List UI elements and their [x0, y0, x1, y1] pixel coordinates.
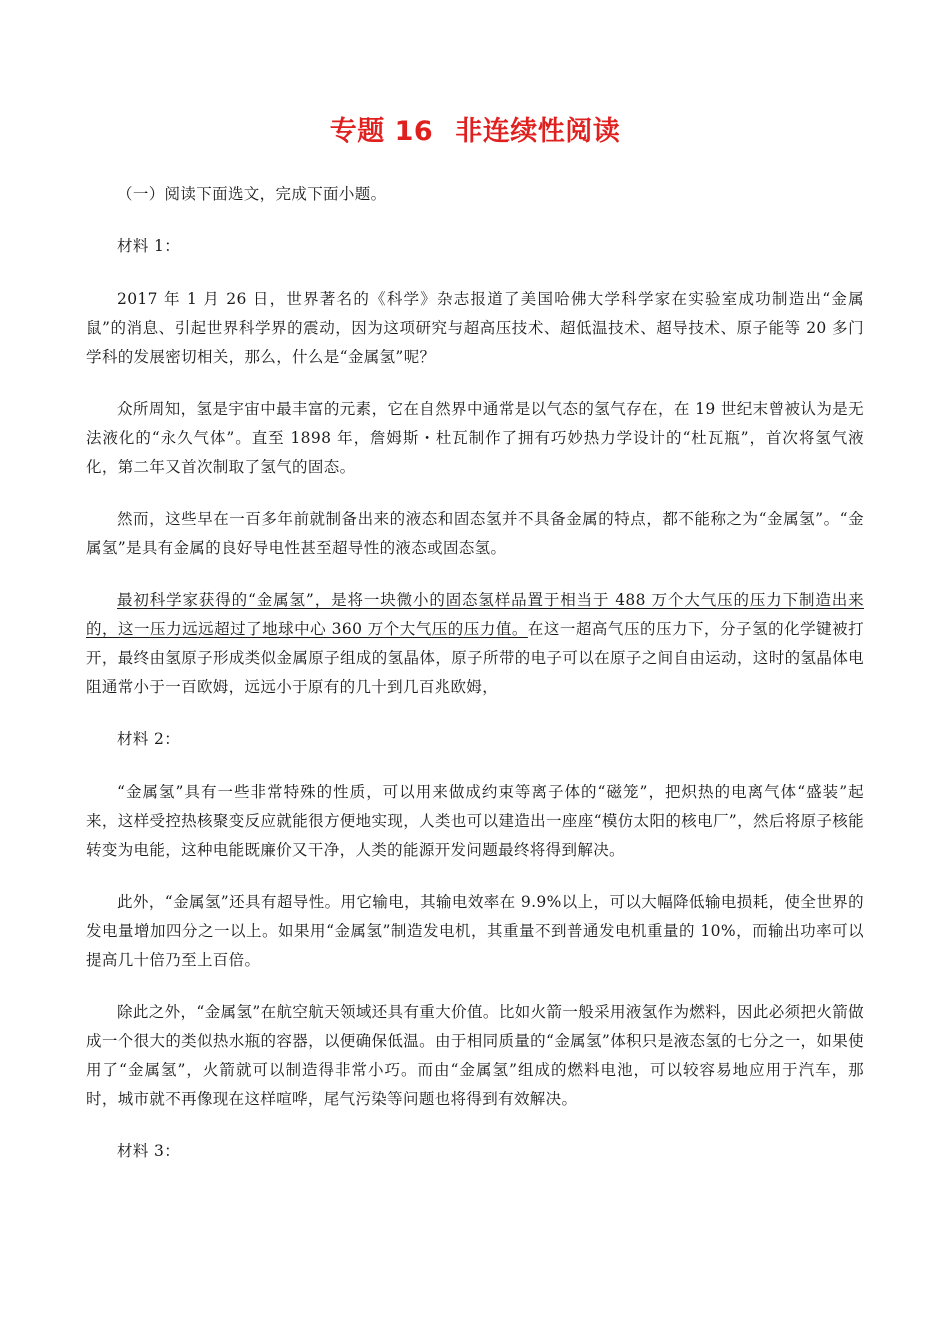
document-body: [86, 180, 864, 1190]
title-topic-name: 非连续性阅读: [455, 116, 621, 147]
material-1-paragraph-1: 2017 年 1 月 26 日，世界著名的《科学》杂志报道了美国哈佛大学科学家在实验室成功制造出“金属鼠”的消息、引起世界科学界的震动，因为这项研究与超高压技术、超低温技术、超导技术、原子能等 20 多门学科的发展密切相关，那么，什么是“金属氢”呢？: [86, 290, 864, 366]
material-1-paragraph-3: 然而，这些早在一百多年前就制备出来的液态和固态氢并不具备金属的特点，都不能称之为“金属氢”。“金属氢”是具有金属的良好导电性甚至超导性的液态或固态氢。: [86, 510, 864, 557]
material-2-paragraph-3: 除此之外，“金属氢”在航空航天领域还具有重大价值。比如火箭一般采用液氢作为燃料，因此必须把火箭做成一个很大的类似热水瓶的容器，以便确保低温。由于相同质量的“金属氢”体积只是液态氢的七分之一，如果使用了“金属氢”，火箭就可以制造得非常小巧。而由“金属氢”组成的燃料电池，可以较容易地应用于汽车，那时，城市就不再像现在这样喧哗，尾气污染等问题也将得到有效解决。: [86, 1003, 864, 1108]
material-1-label: 材料 1：: [117, 237, 181, 255]
intro-instruction: （一）阅读下面选文，完成下面小题。: [117, 185, 387, 203]
material-2-paragraph-1: “金属氢”具有一些非常特殊的性质，可以用来做成约束等离子体的“磁笼”，把炽热的电离气体“盛装”起来，这样受控热核聚变反应就能很方便地实现，人类也可以建造出一座座“模仿太阳的核电厂”，然后将原子核能转变为电能，这种电能既廉价又干净，人类的能源开发问题最终将得到解决。: [86, 783, 864, 859]
title-topic-number: 专题 16: [329, 116, 434, 147]
material-2-label: 材料 2：: [117, 730, 181, 748]
material-3-label: 材料 3：: [117, 1142, 181, 1160]
material-1-paragraph-2: 众所周知，氢是宇宙中最丰富的元素，它在自然界中通常是以气态的氢气存在，在 19 世纪末曾被认为是无法液化的“永久气体”。直至 1898 年，詹姆斯・杜瓦制作了拥有巧妙热力学设计的“杜瓦瓶”，首次将氢气液化，第二年又首次制取了氢气的固态。: [86, 400, 864, 476]
underlined-sentence: 最初科学家获得的“金属氢”，是将一块微小的固态氢样品置于相当于 488 万个大气压的压力下制造出来的，这一压力远远超过了地球中心 360 万个大气压的压力值。: [86, 591, 864, 638]
page-title: [0, 112, 950, 152]
paragraph-4-rest: 在这一超高气压的压力下，分子氢的化学键被打开，最终由氢原子形成类似金属原子组成的氢晶体，原子所带的电子可以在原子之间自由运动，这时的氢晶体电阻通常小于一百欧姆，远远小于原有的几十到几百兆欧姆，: [86, 620, 864, 696]
material-2-paragraph-2: 此外，“金属氢”还具有超导性。用它输电，其输电效率在 9.9%以上，可以大幅降低输电损耗，使全世界的发电量增加四分之一以上。如果用“金属氢”制造发电机，其重量不到普通发电机重量的 10%，而输出功率可以提高几十倍乃至上百倍。: [86, 893, 864, 969]
material-1-paragraph-4: [86, 586, 864, 702]
